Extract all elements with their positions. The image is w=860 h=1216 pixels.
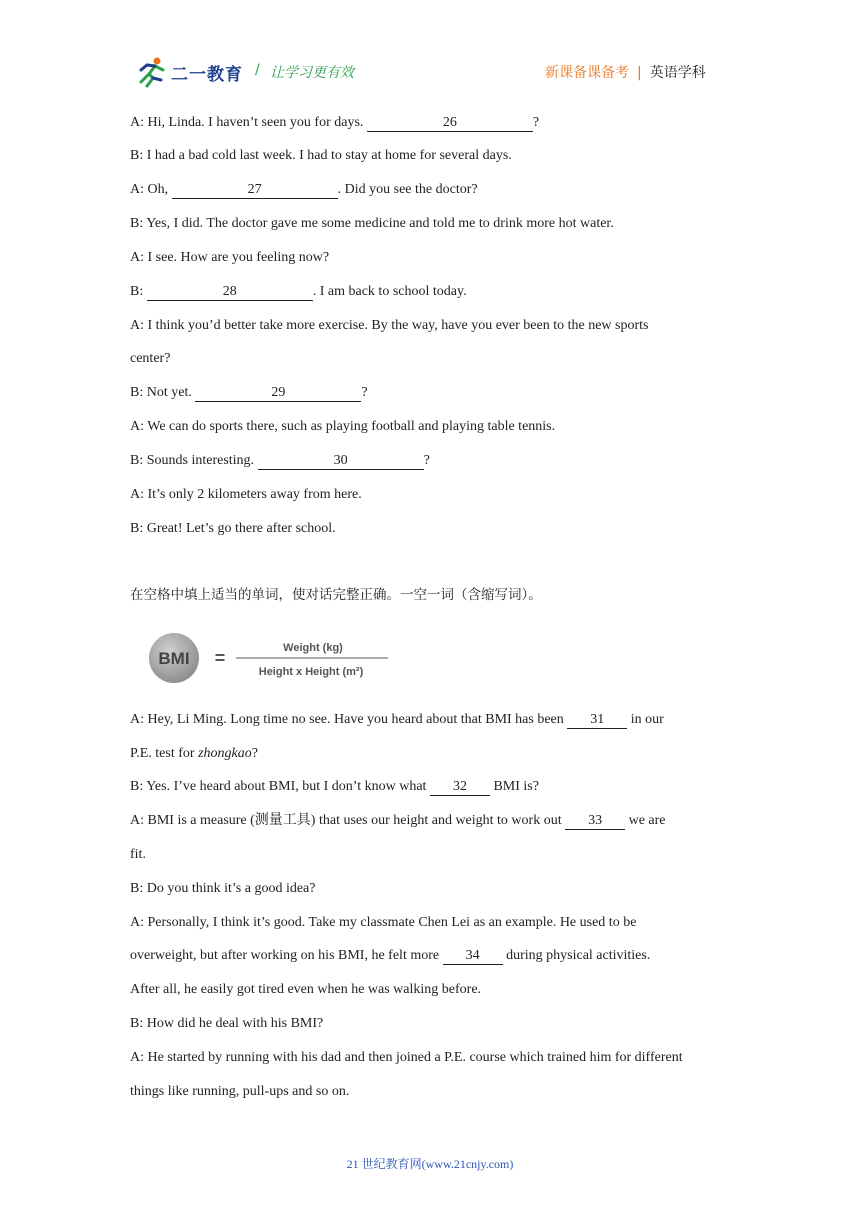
answer-blank-33: 33 [565,813,625,830]
slogan-divider: / [255,62,260,78]
line-text: ? [361,385,368,400]
line-text: B: [130,284,147,299]
header-subject [545,62,706,82]
line-text: P.E. test for [130,746,199,761]
dialogue-line: A: Personally, I think it’s good. Take my classmate Chen Lei as an example. He used to be [130,915,637,930]
line-text: B: Yes. I’ve heard about BMI, but I don’t know what [130,779,430,794]
dialogue-line: A: I think you’d better take more exercise. By the way, have you ever been to the new sports [130,318,649,333]
dialogue-line [130,283,467,301]
dialogue-line: A: We can do sports there, such as playing football and playing table tennis. [130,419,556,434]
header-divider: | [637,65,642,81]
dialogue-line [130,114,539,132]
line-text: A: Hi, Linda. I haven’t seen you for days. [130,115,367,130]
dialogue-line [130,812,666,830]
formula-numerator: Weight (kg) [283,642,343,654]
dialogue-line [130,745,258,763]
line-text: . I am back to school today. [312,284,467,299]
page-footer: 21 世纪教育网(www.21cnjy.com) [346,1157,514,1171]
formula-denominator: Height x Height (m²) [258,666,364,678]
answer-blank-27: 27 [172,182,338,199]
dialogue-line: center? [130,351,171,366]
dialogue-line: B: I had a bad cold last week. I had to stay at home for several days. [130,148,512,163]
dialogue-line [130,452,430,470]
dialogue-line [130,947,650,965]
line-text: BMI is? [489,779,539,794]
dialogue-line [130,181,478,199]
line-text: B: Not yet. [130,385,196,400]
dialogue-line: fit. [130,847,146,862]
logo-text: 二一教育 [171,65,243,85]
page-header [0,0,860,100]
line-text: overweight, but after working on his BMI, he felt more [130,948,443,963]
dialogue-line [130,711,664,729]
dialogue-line: things like running, pull-ups and so on. [130,1084,350,1099]
dialogue-line [130,778,539,796]
header-subject-label: 英语学科 [649,65,706,81]
line-text: A: BMI is a measure (测量工具) that uses our height and weight to work out [130,813,566,828]
answer-blank-28: 28 [147,284,313,301]
line-text: we are [625,813,666,828]
answer-blank-32: 32 [430,779,490,796]
dialogue-line: B: Yes, I did. The doctor gave me some medicine and told me to drink more hot water. [130,216,614,231]
dialogue-line: After all, he easily got tired even when he was walking before. [130,982,482,997]
runner-logo-icon [133,56,169,88]
header-course-label: 新课备课备考 [545,65,629,81]
dialogue-line: A: I see. How are you feeling now? [130,250,330,265]
line-text: in our [627,712,664,727]
line-text: ? [532,115,540,130]
answer-blank-26: 26 [367,115,533,132]
dialogue-line [130,384,368,402]
line-text: A: Oh, [130,182,172,197]
line-text: ? [423,453,430,468]
section-instruction: 在空格中填上适当的单词，使对话完整正确。一空一词（含缩写词）。 [130,587,542,603]
answer-blank-30: 30 [258,453,424,470]
dialogue-line: A: He started by running with his dad and then joined a P.E. course which trained him for different [130,1050,683,1065]
answer-blank-29: 29 [195,385,361,402]
dialogue-line: B: How did he deal with his BMI? [130,1016,324,1031]
italic-term: zhongkao [198,746,252,761]
dialogue-line: A: It’s only 2 kilometers away from here. [130,487,362,502]
logo [133,56,251,88]
dialogue-line: B: Great! Let’s go there after school. [130,521,336,536]
slogan: 让学习更有效 [270,65,354,81]
answer-blank-31: 31 [567,712,627,729]
dialogue-line: B: Do you think it’s a good idea? [130,881,316,896]
line-text: A: Hey, Li Ming. Long time no see. Have you heard about that BMI has been [130,712,568,727]
line-text: . Did you see the doctor? [337,182,478,197]
line-text: during physical activities. [502,948,651,963]
answer-blank-34: 34 [443,948,503,965]
line-text: B: Sounds interesting. [130,453,258,468]
equals-sign: = [214,648,226,668]
bmi-formula-figure [148,628,388,688]
bmi-label: BMI [158,649,190,668]
line-text: ? [251,746,258,761]
